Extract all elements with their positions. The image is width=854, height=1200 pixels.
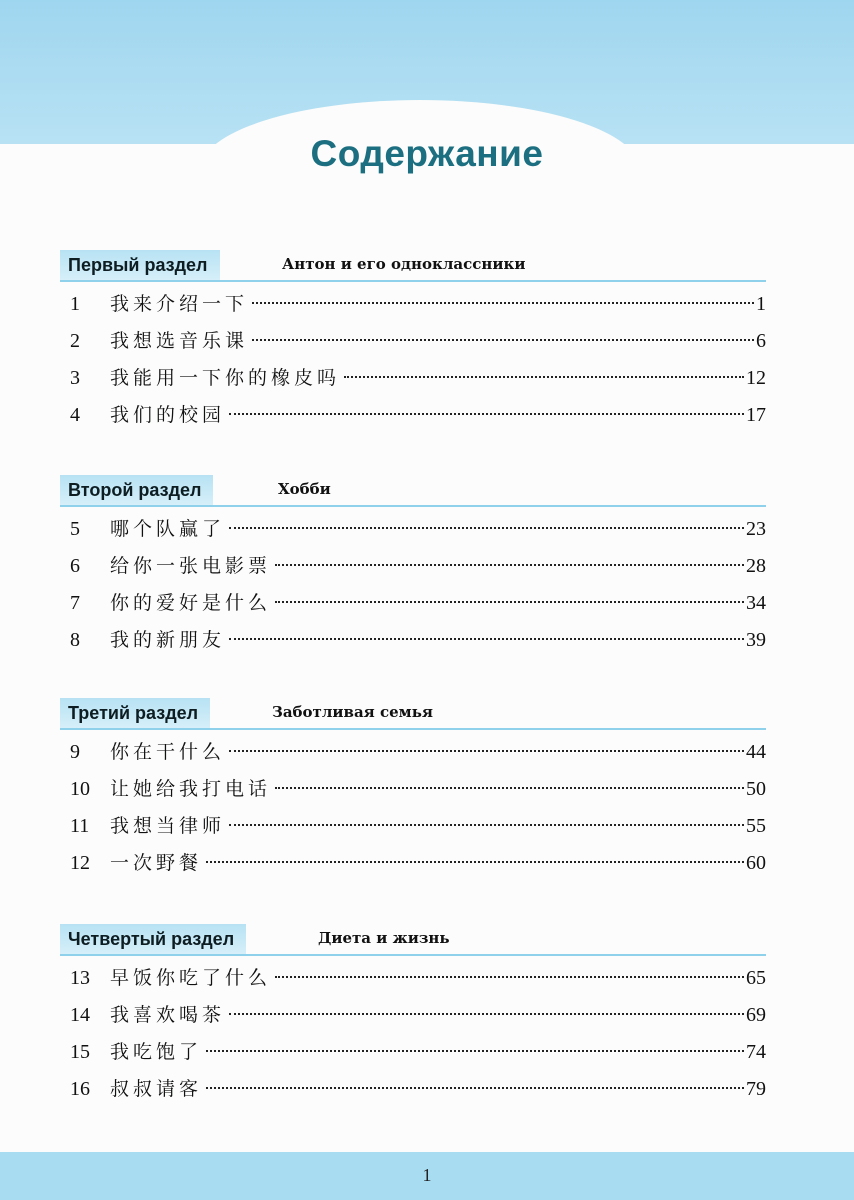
section-label: Третий раздел (60, 698, 210, 728)
lesson-number: 16 (70, 1078, 90, 1100)
dot-leader (229, 824, 744, 826)
lesson-title: 一次野餐 (110, 852, 203, 874)
lesson-number: 6 (70, 555, 80, 577)
lesson-page: 39 (746, 629, 766, 651)
lesson-number: 15 (70, 1041, 90, 1063)
lesson-page: 60 (746, 852, 766, 874)
lesson-title: 哪个队赢了 (110, 518, 226, 540)
lesson-item[interactable] (60, 323, 766, 360)
lesson-page: 12 (746, 367, 766, 389)
section-topic: Антон и его одноклассники (282, 255, 526, 273)
lesson-number: 10 (70, 778, 90, 800)
section-1 (60, 250, 766, 434)
section-topic: Диета и жизнь (318, 929, 450, 947)
section-header (60, 475, 766, 511)
lesson-page: 28 (746, 555, 766, 577)
lesson-number: 1 (70, 293, 80, 315)
lesson-item[interactable] (60, 1071, 766, 1108)
section-divider (60, 505, 766, 507)
lesson-page: 79 (746, 1078, 766, 1100)
section-label: Второй раздел (60, 475, 213, 505)
lesson-item[interactable] (60, 734, 766, 771)
section-header (60, 250, 766, 286)
lesson-item[interactable] (60, 286, 766, 323)
section-label: Первый раздел (60, 250, 220, 280)
lesson-number: 4 (70, 404, 80, 426)
lesson-list (60, 511, 766, 659)
dot-leader (206, 1087, 744, 1089)
lesson-number: 7 (70, 592, 80, 614)
lesson-number: 11 (70, 815, 90, 837)
dot-leader (344, 376, 744, 378)
lesson-item[interactable] (60, 960, 766, 997)
dot-leader (275, 564, 744, 566)
lesson-item[interactable] (60, 1034, 766, 1071)
lesson-title: 我吃饱了 (110, 1041, 203, 1063)
lesson-page: 44 (746, 741, 766, 763)
lesson-number: 13 (70, 967, 90, 989)
lesson-title: 给你一张电影票 (110, 555, 272, 577)
lesson-title: 我想选音乐课 (110, 330, 249, 352)
lesson-list (60, 734, 766, 882)
lesson-list (60, 960, 766, 1108)
lesson-number: 2 (70, 330, 80, 352)
lesson-title: 我的新朋友 (110, 629, 226, 651)
lesson-title: 我想当律师 (110, 815, 226, 837)
section-header (60, 698, 766, 734)
lesson-page: 55 (746, 815, 766, 837)
page-number: 1 (422, 1165, 432, 1185)
lesson-item[interactable] (60, 548, 766, 585)
lesson-number: 5 (70, 518, 80, 540)
lesson-page: 50 (746, 778, 766, 800)
section-divider (60, 954, 766, 956)
dot-leader (229, 750, 744, 752)
dot-leader (206, 861, 744, 863)
lesson-item[interactable] (60, 397, 766, 434)
lesson-page: 17 (746, 404, 766, 426)
lesson-title: 让她给我打电话 (110, 778, 272, 800)
section-divider (60, 280, 766, 282)
dot-leader (229, 527, 744, 529)
lesson-title: 我能用一下你的橡皮吗 (110, 367, 341, 389)
dot-leader (229, 1013, 744, 1015)
lesson-list (60, 286, 766, 434)
section-topic: Заботливая семья (272, 703, 433, 721)
lesson-page: 34 (746, 592, 766, 614)
lesson-page: 23 (746, 518, 766, 540)
lesson-page: 69 (746, 1004, 766, 1026)
lesson-page: 65 (746, 967, 766, 989)
lesson-item[interactable] (60, 845, 766, 882)
section-divider (60, 728, 766, 730)
page-title: Содержание (310, 133, 544, 174)
lesson-title: 早饭你吃了什么 (110, 967, 272, 989)
dot-leader (229, 413, 744, 415)
lesson-title: 你在干什么 (110, 741, 226, 763)
section-3 (60, 698, 766, 882)
lesson-number: 12 (70, 852, 90, 874)
lesson-item[interactable] (60, 585, 766, 622)
lesson-item[interactable] (60, 622, 766, 659)
lesson-number: 14 (70, 1004, 90, 1026)
lesson-item[interactable] (60, 997, 766, 1034)
lesson-item[interactable] (60, 511, 766, 548)
dot-leader (275, 601, 744, 603)
lesson-page: 74 (746, 1041, 766, 1063)
lesson-page: 1 (756, 293, 766, 315)
dot-leader (252, 339, 754, 341)
lesson-title: 你的爱好是什么 (110, 592, 272, 614)
lesson-title: 我们的校园 (110, 404, 226, 426)
lesson-item[interactable] (60, 771, 766, 808)
dot-leader (275, 976, 744, 978)
lesson-item[interactable] (60, 808, 766, 845)
section-header (60, 924, 766, 960)
section-4 (60, 924, 766, 1108)
lesson-title: 叔叔请客 (110, 1078, 203, 1100)
dot-leader (252, 302, 754, 304)
lesson-page: 6 (756, 330, 766, 352)
section-topic: Хобби (278, 480, 331, 498)
section-2 (60, 475, 766, 659)
lesson-title: 我来介绍一下 (110, 293, 249, 315)
lesson-item[interactable] (60, 360, 766, 397)
dot-leader (275, 787, 744, 789)
lesson-number: 9 (70, 741, 80, 763)
lesson-number: 8 (70, 629, 80, 651)
section-label: Четвертый раздел (60, 924, 246, 954)
lesson-number: 3 (70, 367, 80, 389)
dot-leader (206, 1050, 744, 1052)
dot-leader (229, 638, 744, 640)
lesson-title: 我喜欢喝茶 (110, 1004, 226, 1026)
